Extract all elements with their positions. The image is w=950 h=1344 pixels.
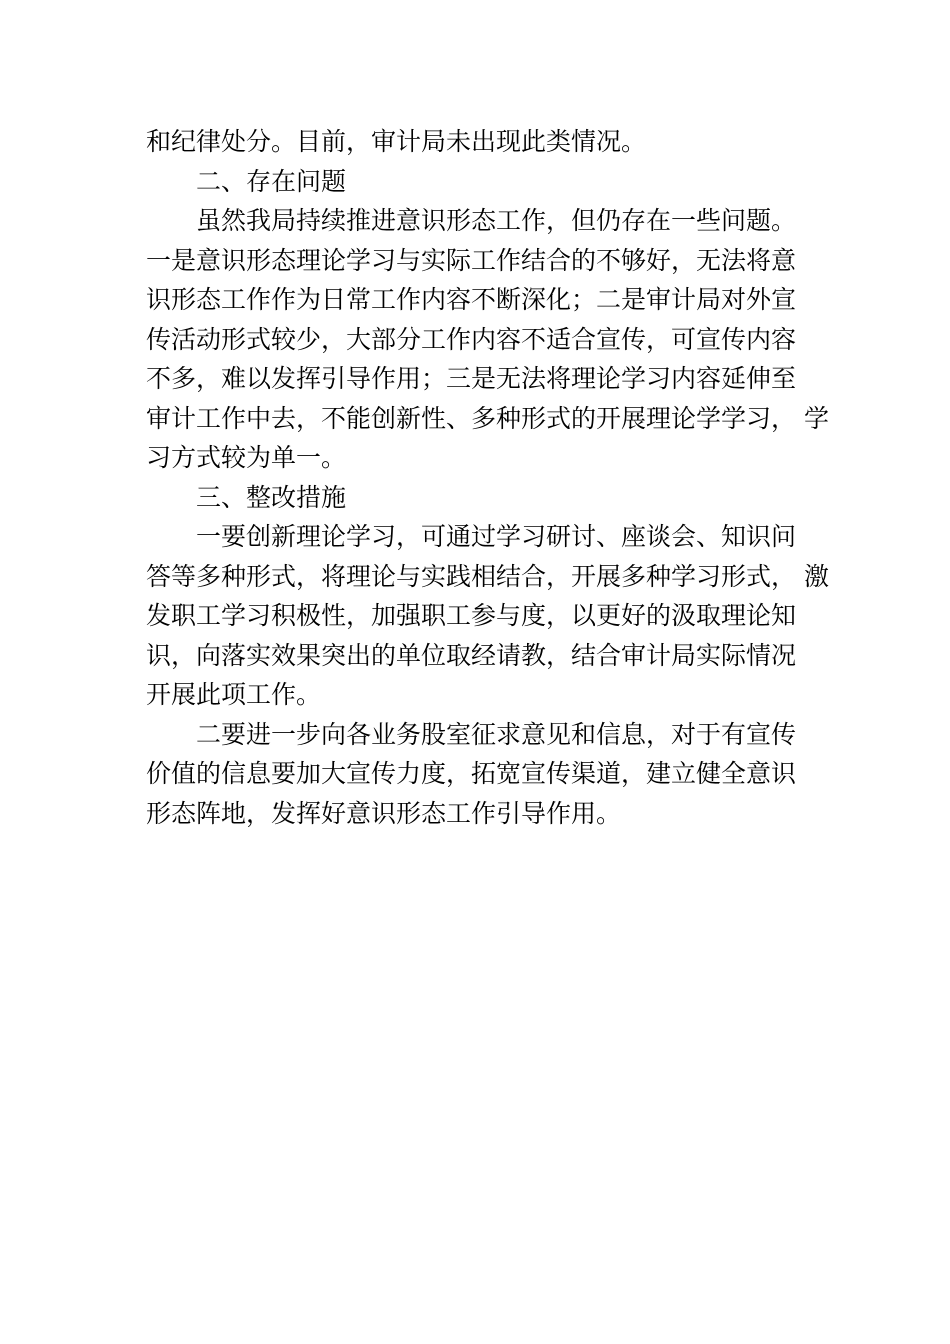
text-line: 习方式较为单一。 <box>146 443 347 472</box>
text-line: 一要创新理论学习，可通过学习研讨、座谈会、知识问 <box>196 522 797 551</box>
text-line: 不多，难以发挥引导作用；三是无法将理论学习内容延伸至 <box>146 364 797 393</box>
document-body <box>146 122 829 833</box>
text-line: 开展此项工作。 <box>146 680 322 709</box>
text-line: 二要进一步向各业务股室征求意见和信息，对于有宣传 <box>196 719 797 749</box>
text-line: 价值的信息要加大宣传力度，拓宽宣传渠道，建立健全意识 <box>146 759 797 788</box>
text-line: 识，向落实效果突出的单位取经请教，结合审计局实际情况 <box>146 640 797 670</box>
section-heading-problems: 二、存在问题 <box>196 166 347 196</box>
text-line: 形态阵地，发挥好意识形态工作引导作用。 <box>146 798 622 828</box>
text-line: 审计工作中去，不能创新性、多种形式的开展理论学学习， 学 <box>146 403 829 433</box>
text-line: 发职工学习积极性，加强职工参与度，以更好的汲取理论知 <box>146 601 797 630</box>
text-line: 传活动形式较少，大部分工作内容不适合宣传，可宣传内容 <box>146 324 797 354</box>
text-line: 虽然我局持续推进意识形态工作，但仍存在一些问题。 <box>196 206 797 235</box>
text-line: 识形态工作作为日常工作内容不断深化；二是审计局对外宣 <box>146 285 797 314</box>
text-line: 一是意识形态理论学习与实际工作结合的不够好，无法将意 <box>146 245 797 275</box>
text-line: 和纪律处分。目前，审计局未出现此类情况。 <box>146 127 647 156</box>
section-heading-measures: 三、整改措施 <box>196 482 347 512</box>
text-line: 答等多种形式，将理论与实践相结合，开展多种学习形式， 激 <box>146 561 829 591</box>
